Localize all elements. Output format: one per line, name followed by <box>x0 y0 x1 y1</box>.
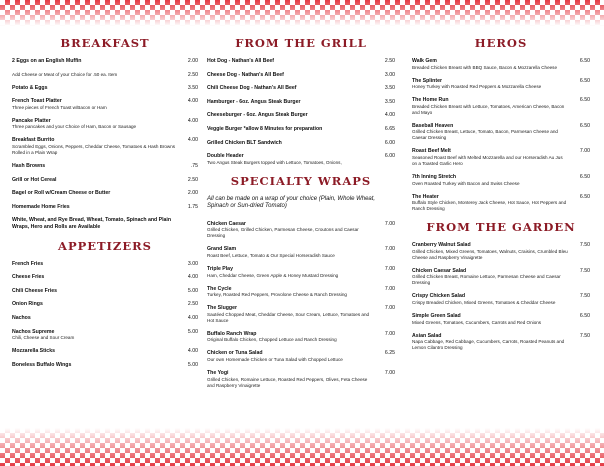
menu-item-name: Hot Dog - Nathan's All Beef <box>207 58 275 64</box>
menu-item-description: Honey Turkey with Roasted Red Peppers & Mozzarella Cheese <box>412 84 542 90</box>
wraps-intro: All can be made on a wrap of your choice (Plain, Whole Wheat, Spinach or Sun-dried Tomato) <box>207 195 376 210</box>
menu-item-price: 6.50 <box>579 97 590 104</box>
menu-item <box>12 261 198 268</box>
menu-item <box>207 126 395 133</box>
menu-item-name: Mozzarella Sticks <box>12 348 55 355</box>
menu-item <box>207 153 395 166</box>
menu-item <box>412 78 590 91</box>
menu-item-price: 6.25 <box>384 350 395 357</box>
menu-item <box>12 204 198 211</box>
menu-item <box>207 266 395 279</box>
menu-item <box>12 348 198 355</box>
menu-item-price: 2.50 <box>187 71 198 78</box>
menu-item <box>12 315 198 322</box>
menu-item <box>412 268 590 287</box>
menu-item-description: Three pieces of French Toast w/Bacon or Ham <box>12 104 107 110</box>
menu-item-name: French Fries <box>12 260 44 267</box>
menu-item-price: 4.00 <box>187 137 198 144</box>
menu-item <box>207 221 395 240</box>
menu-item <box>412 313 590 326</box>
menu-item <box>412 242 590 261</box>
menu-item-name: The Yogi <box>207 369 229 376</box>
menu-item <box>12 329 198 342</box>
menu-item-name: Veggie Burger *allow 8 Minutes for preparation <box>207 125 323 132</box>
section-title-grill: FROM THE GRILL <box>235 36 367 50</box>
menu-item <box>207 370 395 389</box>
menu-item-price: 7.00 <box>384 265 395 272</box>
menu-item-price: 6.00 <box>384 153 395 160</box>
menu-item-price: 7.00 <box>384 220 395 227</box>
menu-item-name: Buffalo Ranch Wrap <box>207 330 257 337</box>
menu-item-price: 4.00 <box>187 348 198 355</box>
menu-item-name: Crispy Chicken Salad <box>412 293 466 300</box>
menu-item <box>207 140 395 147</box>
menu-item-name: 2 Eggs on an English Muffin <box>12 58 82 64</box>
menu-item <box>12 163 198 170</box>
menu-item-name: Cheese Fries <box>12 274 45 281</box>
menu-item-name: Simple Green Salad <box>412 312 461 319</box>
menu-item-name: Hamburger - 6oz. Angus Steak Burger <box>207 98 301 105</box>
menu-item-price: 6.50 <box>579 77 590 84</box>
menu-item <box>12 190 198 197</box>
menu-item-name: The Home Run <box>412 97 449 104</box>
menu-column-middle <box>207 28 395 396</box>
menu-item-description: Grilled Chicken, Grilled Chicken, Parmesan Cheese, Croutons and Caesar Dressing <box>207 227 359 239</box>
menu-item-name: Onion Rings <box>12 301 43 308</box>
menu-item-name: Nachos <box>12 314 31 321</box>
menu-item <box>12 362 198 369</box>
menu-item-price: 2.50 <box>187 301 198 308</box>
menu-item-name: Grand Slam <box>207 246 237 253</box>
menu-item <box>12 274 198 281</box>
menu-item <box>12 98 198 111</box>
menu-item-price: 2.00 <box>187 190 198 197</box>
menu-item-description: Grilled Chicken Breast, Romaine Lettuce, Parmesan Cheese and Caesar Dressing <box>412 274 561 286</box>
menu-item <box>412 148 590 167</box>
menu-item-description: Sautéed Chopped Meat, Cheddar Cheese, Sour Cream, Lettuce, Tomatoes and Hot Sauce <box>207 311 370 323</box>
menu-item <box>412 293 590 306</box>
checkered-border-top <box>0 0 604 26</box>
menu-item-description: Grilled Chicken, Mixed Greens, Tomatoes, Walnuts, Craisins, Crumbled Bleu Cheese and Raspberry Vinaigrette <box>412 248 568 260</box>
menu-item <box>12 118 198 131</box>
menu-item <box>207 331 395 344</box>
menu-item-price: 7.00 <box>384 305 395 312</box>
wraps-list <box>207 221 395 389</box>
garden-list <box>412 242 590 351</box>
menu-item-price: 6.50 <box>579 122 590 129</box>
menu-item-price: 1.75 <box>187 203 198 210</box>
menu-item-description: Breaded Chicken Breast with Lettuce, Tomatoes, American Cheese, Bacon and Mayo <box>412 103 565 115</box>
section-title-breakfast: BREAKFAST <box>60 36 150 50</box>
menu-item-description: Breaded Chicken Breast with BBQ Sauce, Bacon & Mozzarella Cheese <box>412 64 558 70</box>
menu-item-price: 7.00 <box>384 330 395 337</box>
menu-item-description: Buffalo Style Chicken, Monterey Jack Cheese, Hot Sauce, Hot Peppers and Ranch Dressing <box>412 200 567 212</box>
menu-item-description: Oven Roasted Turkey with Bacon and Swiss Cheese <box>412 180 520 186</box>
menu-item-price: 2.50 <box>384 58 395 64</box>
menu-item-name: Baseball Heaven <box>412 122 454 129</box>
menu-item-description: Grilled Chicken Breast, Lettuce, Tomato, Bacon, Parmesan Cheese and Caesar Dressing <box>412 129 558 141</box>
menu-item-description: Napa Cabbage, Red Cabbage, Cucumbers, Carrots, Roasted Peanuts and Lemon Cilantro Dressing <box>412 339 565 351</box>
menu-item <box>12 217 198 230</box>
menu-item-description: Chili, Cheese and Sour Cream <box>12 335 75 341</box>
menu-item-name: Bagel or Roll w/Cream Cheese or Butter <box>12 190 111 197</box>
menu-item-name: Triple Play <box>207 265 233 272</box>
menu-item-name: Asian Salad <box>412 332 442 339</box>
menu-item-description: Roast Beef, Lettuce, Tomato & Our Special Horseradish Sauce <box>207 252 335 258</box>
menu-item-description: Our own Homemade Chicken or Tuna Salad with Chopped Lettuce <box>207 356 343 362</box>
menu-item-price: 5.00 <box>187 328 198 335</box>
menu-item <box>207 286 395 299</box>
menu-item-price: 7.00 <box>384 246 395 253</box>
menu-item-price: 7.50 <box>579 332 590 339</box>
section-title-appetizers: APPETIZERS <box>58 238 152 253</box>
menu-item-name: Pancake Platter <box>12 117 51 124</box>
appetizers-list <box>12 261 198 369</box>
menu-item-price: 7.50 <box>579 267 590 274</box>
menu-item-price: 4.00 <box>187 314 198 321</box>
menu-item-name: Chicken or Tuna Salad <box>207 350 263 357</box>
menu-item-name: Breakfast Burrito <box>12 137 55 144</box>
menu-item-name: Cheese Dog - Nathan's All Beef <box>207 71 284 78</box>
menu-item-description: Original Buffalo Chicken, Chopped Lettuce and Ranch Dressing <box>207 337 337 343</box>
menu-item-price: 7.50 <box>579 293 590 300</box>
menu-item <box>207 72 395 79</box>
menu-item-name: French Toast Platter <box>12 98 62 105</box>
menu-item-price: 7.00 <box>384 369 395 376</box>
menu-item <box>207 246 395 259</box>
menu-column-left <box>12 28 198 375</box>
menu-item-name: Potato & Eggs <box>12 84 48 91</box>
menu-item-name: Chili Cheese Fries <box>12 287 57 294</box>
menu-item-description: Scrambled Eggs, Onions, Peppers, Cheddar Cheese, Tomatoes & Hash Browns Rolled in a Plain Wrap <box>12 143 176 155</box>
section-title-wraps: SPECIALTY WRAPS <box>230 173 372 188</box>
menu-item-price: 3.50 <box>187 84 198 91</box>
menu-item <box>412 174 590 187</box>
menu-item <box>412 97 590 116</box>
menu-item <box>207 305 395 324</box>
menu-item-price: 7.00 <box>384 285 395 292</box>
menu-item-name: 7th Inning Stretch <box>412 173 457 180</box>
menu-item-price: 6.00 <box>384 139 395 146</box>
menu-item-price: 3.50 <box>384 98 395 105</box>
menu-item-price: 6.65 <box>384 125 395 132</box>
menu-item-name: Chicken Caesar <box>207 220 246 227</box>
section-title-heros: HEROS <box>474 36 528 50</box>
menu-item-description: Two Angus Steak Burgers topped with Lettuce, Tomatoes, Onions, <box>207 159 342 165</box>
menu-item-description: Add Cheese or Meat of your Choice for .50 ea. Item <box>12 71 118 77</box>
menu-item <box>12 301 198 308</box>
menu-item-price: 5.00 <box>187 361 198 368</box>
menu-item-price: 5.00 <box>187 287 198 294</box>
grill-list <box>207 58 395 166</box>
menu-item-price: 6.50 <box>579 173 590 180</box>
menu-item <box>412 333 590 352</box>
menu-item-name: White, Wheat, and Rye Bread, Wheat, Tomato, Spinach and Plain Wraps, Hero and Rolls are Available <box>12 217 172 230</box>
menu-item <box>12 58 198 65</box>
menu-item-price: 4.00 <box>187 98 198 105</box>
menu-item-price: 7.00 <box>579 148 590 155</box>
menu-item-name: Chicken Caesar Salad <box>412 267 467 274</box>
menu-item-name: The Cycle <box>207 285 232 292</box>
menu-item <box>12 177 198 184</box>
menu-item <box>207 112 395 119</box>
menu-item-price: 4.00 <box>187 117 198 124</box>
menu-item-description: Turkey, Roasted Red Peppers, Provolone Cheese & Ranch Dressing <box>207 292 347 298</box>
menu-item <box>207 58 395 65</box>
menu-item <box>12 85 198 92</box>
menu-item-name: Cheeseburger - 6oz. Angus Steak Burger <box>207 112 308 119</box>
menu-item-price: 2.00 <box>187 58 198 64</box>
menu-item <box>412 194 590 213</box>
menu-item-name: Double Header <box>207 153 244 160</box>
menu-item-price: .75 <box>190 162 198 169</box>
menu-item-price: 4.00 <box>187 274 198 281</box>
menu-item-name: Boneless Buffalo Wings <box>12 361 72 368</box>
menu-item-price: 7.50 <box>579 242 590 249</box>
menu-item-description: Mixed Greens, Tomatoes, Cucumbers, Carrots and Red Onions <box>412 319 542 325</box>
menu-item <box>412 123 590 142</box>
menu-item-price: 6.50 <box>579 58 590 64</box>
menu-item <box>207 99 395 106</box>
menu-item-name: Hash Browns <box>12 162 46 169</box>
menu-column-right <box>412 28 590 358</box>
breakfast-list <box>12 58 198 231</box>
menu-item <box>12 72 198 78</box>
menu-item-name: The Heater <box>412 193 439 200</box>
menu-item-price: 6.50 <box>579 312 590 319</box>
menu-item <box>207 85 395 92</box>
menu-item-name: Roast Beef Melt <box>412 148 451 155</box>
menu-item <box>207 350 395 363</box>
menu-item-price: 6.50 <box>579 193 590 200</box>
menu-item-name: Chili Cheese Dog - Nathan's All Beef <box>207 85 297 92</box>
section-title-garden: FROM THE GARDEN <box>426 220 576 235</box>
menu-item <box>12 137 198 156</box>
menu-item-price: 2.50 <box>187 176 198 183</box>
menu-item-price: 3.50 <box>384 85 395 92</box>
menu-item-description: Three pancakes and your Choice of Ham, Bacon or Sausage <box>12 124 137 130</box>
menu-item-description: Crispy Breaded Chicken, Mixed Greens, Tomatoes & Cheddar Cheese <box>412 299 556 305</box>
menu-item-name: Grilled Chicken BLT Sandwich <box>207 139 282 146</box>
menu-item-name: The Splinter <box>412 77 442 84</box>
menu-item-price: 3.00 <box>384 71 395 78</box>
menu-item-name: Grill or Hot Cereal <box>12 176 57 183</box>
menu-item <box>412 58 590 71</box>
menu-item-price: 4.00 <box>384 112 395 119</box>
menu-item-price: 3.00 <box>187 260 198 267</box>
menu-item-name: The Slugger <box>207 305 237 312</box>
menu-item-name: Cranberry Walnut Salad <box>412 242 471 249</box>
menu-item-name: Homemade Home Fries <box>12 203 70 210</box>
menu-item-description: Seasoned Roast Beef with Melted Mozzarella and our Horseradish Au Jus on a Toasted Garlic Hero <box>412 154 563 166</box>
menu-item-name: Walk Gem <box>412 58 437 64</box>
menu-item-description: Ham, Cheddar Cheese, Green Apple & Honey Mustard Dressing <box>207 272 339 278</box>
menu-item <box>12 288 198 295</box>
menu-item-name: Nachos Supreme <box>12 328 55 335</box>
menu-item-description: Grilled Chicken, Romaine Lettuce, Roasted Red Peppers, Olives, Feta Cheese and Raspberry Vinaigrette <box>207 376 368 388</box>
checkered-border-bottom <box>0 428 604 466</box>
heros-list <box>412 58 590 212</box>
